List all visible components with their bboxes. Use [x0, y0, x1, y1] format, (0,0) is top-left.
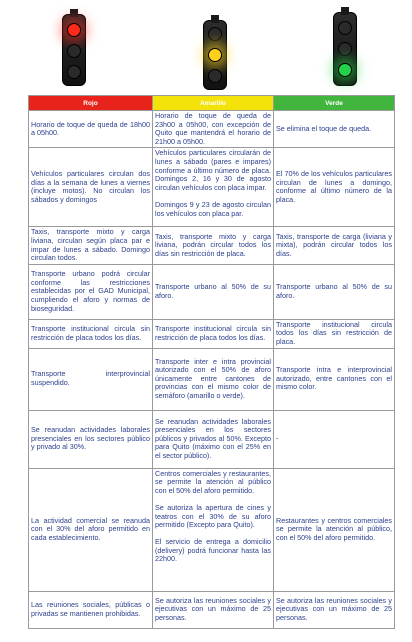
table-row [29, 468, 395, 591]
header-amarillo: Amarillo [153, 96, 274, 111]
cell-rojo [29, 264, 153, 319]
cell-paragraph: - [276, 433, 279, 443]
cell-amarillo [153, 148, 274, 227]
cell-paragraph: Transporte intra e interprovincial autorizado, entre cantones con el mismo color. [276, 365, 392, 392]
cell-paragraph: Transporte institucional circula sin restricción de placa todos los días. [31, 324, 150, 342]
cell-paragraph: Se autoriza las reuniones sociales y ejecutivas con un máximo de 25 personas. [155, 595, 271, 622]
table-row [29, 410, 395, 468]
yellow-lamp-icon [208, 48, 222, 62]
cell-rojo [29, 591, 153, 628]
cell-paragraph: Transporte institucional circula todos los días sin restricción de placa. [276, 319, 392, 346]
table-row [29, 148, 395, 227]
cell-paragraph: El servicio de entrega a domicilio (delivery) podrá funcionar hasta las 22h00. [155, 537, 271, 564]
yellow-traffic-light-icon [203, 20, 227, 90]
green-traffic-light-icon [333, 12, 357, 86]
cell-verde [274, 264, 395, 319]
cell-paragraph: Taxis, transporte de carga (liviana y mixta), podrán circular todos los días. [276, 231, 392, 258]
cell-rojo [29, 148, 153, 227]
table-row [29, 227, 395, 264]
cell-verde [274, 148, 395, 227]
cell-paragraph: Centros comerciales y restaurantes, se permite la atención al público con el 50% del aforo permitido. [155, 468, 271, 495]
cell-paragraph: Se reanudan actividades laborales presenciales en los sectores público y privado al 30%. [31, 425, 150, 452]
cell-paragraph: Vehículos particulares circularán de lunes a sábado (pares e impares) conforme a último número de placa. Domingos 2, 16 y 30 de agosto circulan vehículos con placa impar. [155, 148, 271, 192]
cell-paragraph: Se reanudan actividades laborales presenciales en los sectores públicos y privados al 50%. Excepto para Quito (máximo con el 25% en el sector público). [155, 416, 271, 460]
table-row [29, 264, 395, 319]
cell-rojo [29, 111, 153, 148]
table-row [29, 348, 395, 410]
header-rojo: Rojo [29, 96, 153, 111]
cell-paragraph: Vehículos particulares circulan dos días a la semana de lunes a viernes (incluye motos). No circulan los sábados y domingos [31, 169, 150, 204]
cell-verde [274, 227, 395, 264]
cell-paragraph: El 70% de los vehículos particulares circulan de lunes a domingo, conforme al último número de la placa. [276, 169, 392, 204]
table-row [29, 111, 395, 148]
cell-paragraph: Transporte urbano al 50% de su aforo. [155, 282, 271, 300]
cell-paragraph: Transporte urbano podrá circular conforme las restricciones establecidas por el GAD Municipal, cumpliendo el aforo y normas de bioseguridad. [31, 269, 150, 313]
cell-paragraph: Se autoriza las reuniones sociales y ejecutivas con un máximo de 25 personas. [276, 595, 392, 622]
cell-paragraph: La actividad comercial se reanuda con el 30% del aforo permitido en cada establecimiento. [31, 515, 150, 542]
cell-paragraph: Taxis, transporte mixto y carga liviana, circulan según placa par e impar de lunes a sábado. Domingo circulan todos. [31, 227, 150, 263]
cell-amarillo [153, 468, 274, 591]
red-traffic-light-icon [62, 14, 86, 86]
table-header-row [29, 96, 395, 111]
cell-amarillo [153, 227, 274, 264]
header-verde: Verde [274, 96, 395, 111]
green-lamp-icon [338, 63, 352, 77]
cell-verde [274, 348, 395, 410]
semaforo-measures-table [28, 95, 395, 629]
cell-rojo [29, 319, 153, 348]
cell-rojo [29, 468, 153, 591]
cell-amarillo [153, 111, 274, 148]
cell-rojo [29, 227, 153, 264]
cell-paragraph: Las reuniones sociales, públicas o privadas se mantienen prohibidas. [31, 599, 150, 618]
cell-paragraph: Se autoriza la apertura de cines y teatros con el 30% de su aforo permitido (Excepto para Quito). [155, 502, 271, 530]
cell-amarillo [153, 591, 274, 628]
cell-amarillo [153, 348, 274, 410]
cell-amarillo [153, 319, 274, 348]
cell-paragraph: Restaurantes y centros comerciales se permite la atención al público, con el 50% del aforo permitido. [276, 515, 392, 542]
cell-verde [274, 111, 395, 148]
cell-amarillo [153, 410, 274, 468]
cell-verde [274, 410, 395, 468]
cell-rojo [29, 410, 153, 468]
cell-paragraph: Transporte urbano al 50% de su aforo. [276, 282, 392, 300]
cell-paragraph: Transporte interprovincial suspendido. [31, 369, 150, 388]
cell-verde [274, 468, 395, 591]
table-row [29, 319, 395, 348]
cell-paragraph: Transporte inter e intra provincial autorizado con el 50% de aforo únicamente entre cantones de provincias con el mismo color de semáforo (amarillo o verde). [155, 356, 271, 400]
cell-paragraph: Domingos 9 y 23 de agosto circulan los vehículos con placa par. [155, 199, 271, 218]
table-row [29, 591, 395, 628]
red-lamp-icon [67, 23, 81, 37]
cell-rojo [29, 348, 153, 410]
traffic-lights-header [0, 0, 412, 94]
cell-paragraph: Horario de toque de queda de 23h00 a 05h00, con excepción de Quito que mantendrá el horario de 21h00 a 05h00. [155, 111, 271, 146]
cell-amarillo [153, 264, 274, 319]
cell-paragraph: Horario de toque de queda de 18h00 a 05h00. [31, 119, 150, 138]
cell-verde [274, 591, 395, 628]
cell-paragraph: Transporte institucional circula sin restricción de placa todos los días. [155, 324, 271, 342]
cell-paragraph: Taxis, transporte mixto y carga liviana, podrán circular todos los días sin restricción de placa. [155, 231, 271, 258]
cell-paragraph: Se elimina el toque de queda. [276, 123, 372, 133]
cell-verde [274, 319, 395, 348]
